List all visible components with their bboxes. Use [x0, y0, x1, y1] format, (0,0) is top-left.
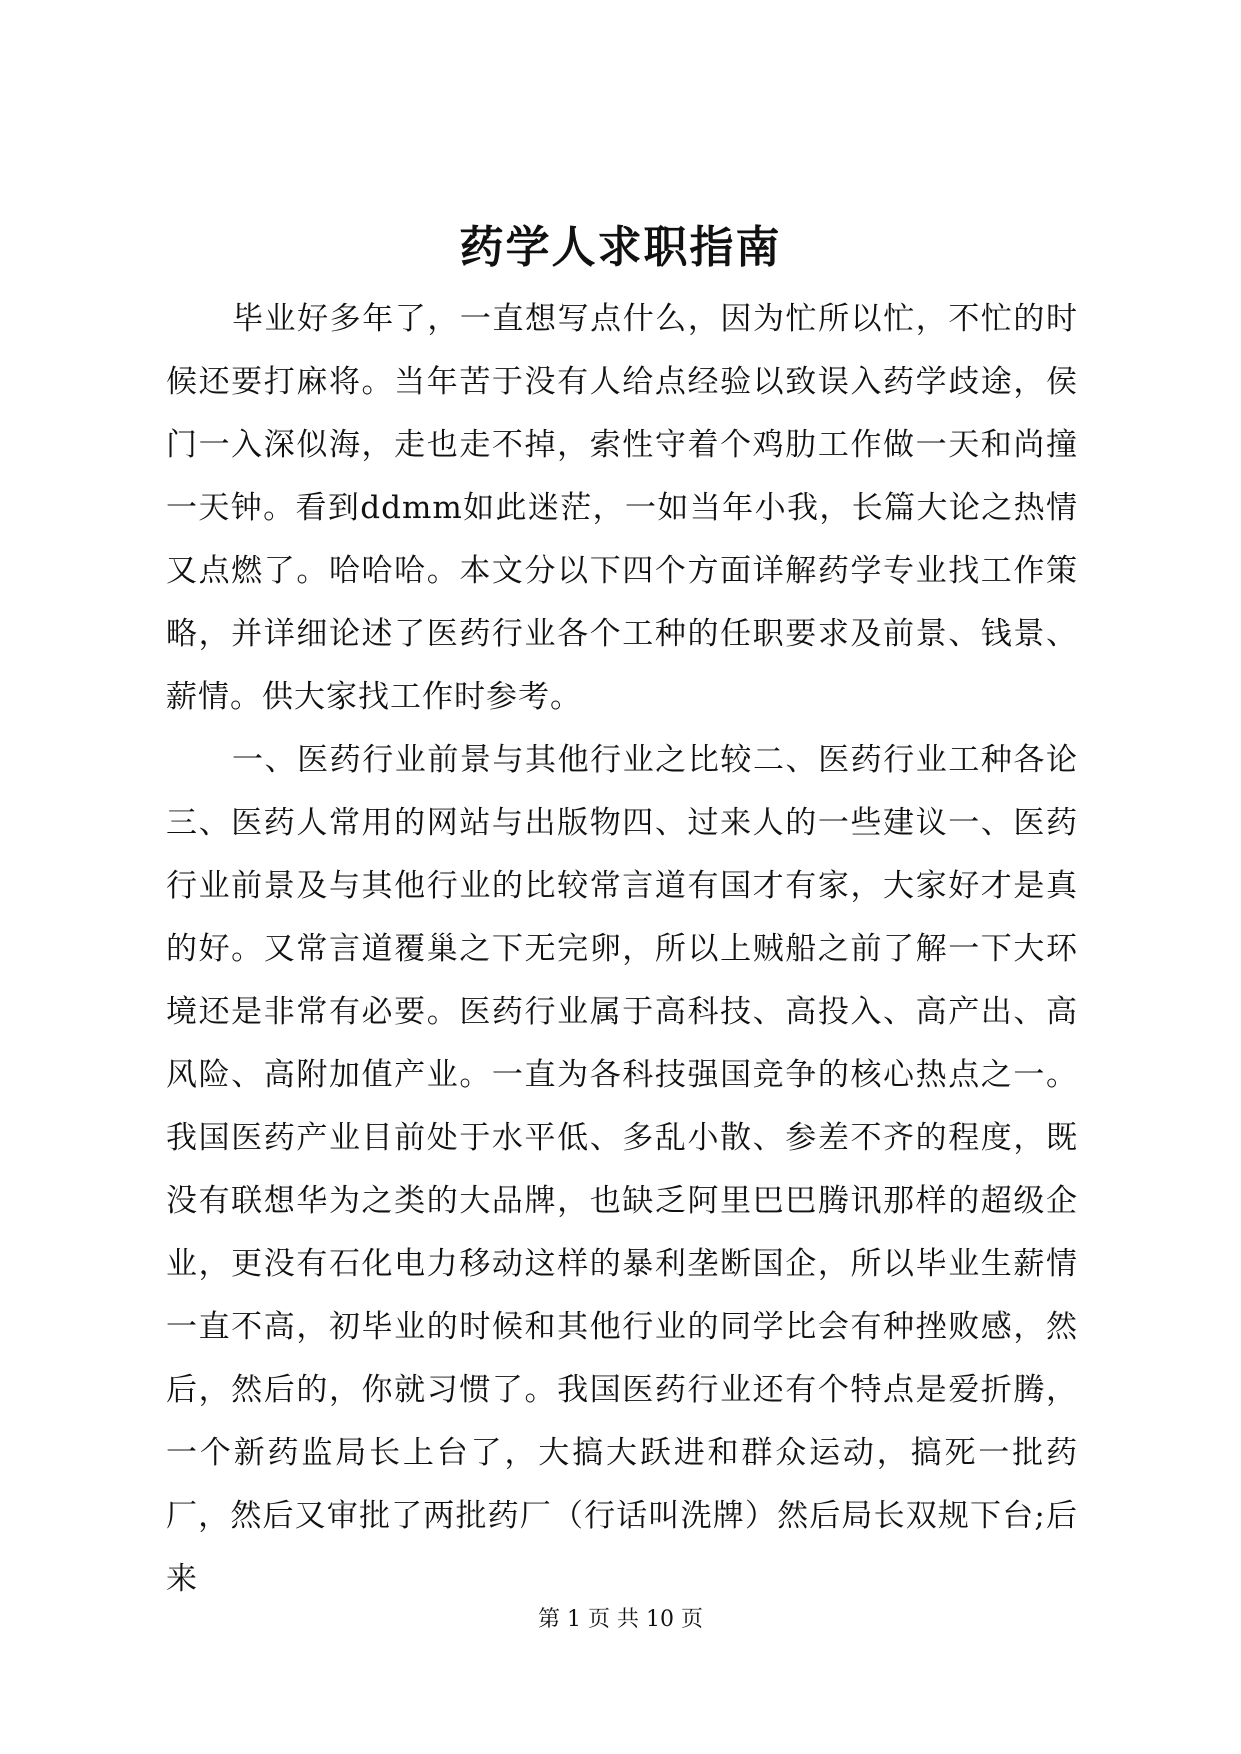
document-title: 药学人求职指南: [459, 222, 782, 273]
page-footer: 第 1 页 共 10 页: [538, 1607, 703, 1632]
document-body: [166, 288, 1078, 1611]
paragraph-intro: 毕业好多年了，一直想写点什么，因为忙所以忙，不忙的时候还要打麻将。当年苦于没有人给点经验以致误入药学歧途，侯门一入深似海，走也走不掉，索性守着个鸡肋工作做一天和尚撞一天钟。看到ddmm如此迷茫，一如当年小我，长篇大论之热情又点燃了。哈哈哈。本文分以下四个方面详解药学专业找工作策略，并详细论述了医药行业各个工种的任职要求及前景、钱景、薪情。供大家找工作时参考。: [166, 301, 1078, 715]
paragraph-industry-outlook: 一、医药行业前景与其他行业之比较二、医药行业工种各论三、医药人常用的网站与出版物四、过来人的一些建议一、医药行业前景及与其他行业的比较常言道有国才有家，大家好才是真的好。又常言道覆巢之下无完卵，所以上贼船之前了解一下大环境还是非常有必要。医药行业属于高科技、高投入、高产出、高风险、高附加值产业。一直为各科技强国竞争的核心热点之一。我国医药产业目前处于水平低、多乱小散、参差不齐的程度，既没有联想华为之类的大品牌，也缺乏阿里巴巴腾讯那样的超级企业，更没有石化电力移动这样的暴利垄断国企，所以毕业生薪情一直不高，初毕业的时候和其他行业的同学比会有种挫败感，然后，然后的，你就习惯了。我国医药行业还有个特点是爱折腾，一个新药监局长上台了，大搞大跃进和群众运动，搞死一批药厂，然后又审批了两批药厂（行话叫洗牌）然后局长双规下台;后来: [166, 742, 1078, 1597]
